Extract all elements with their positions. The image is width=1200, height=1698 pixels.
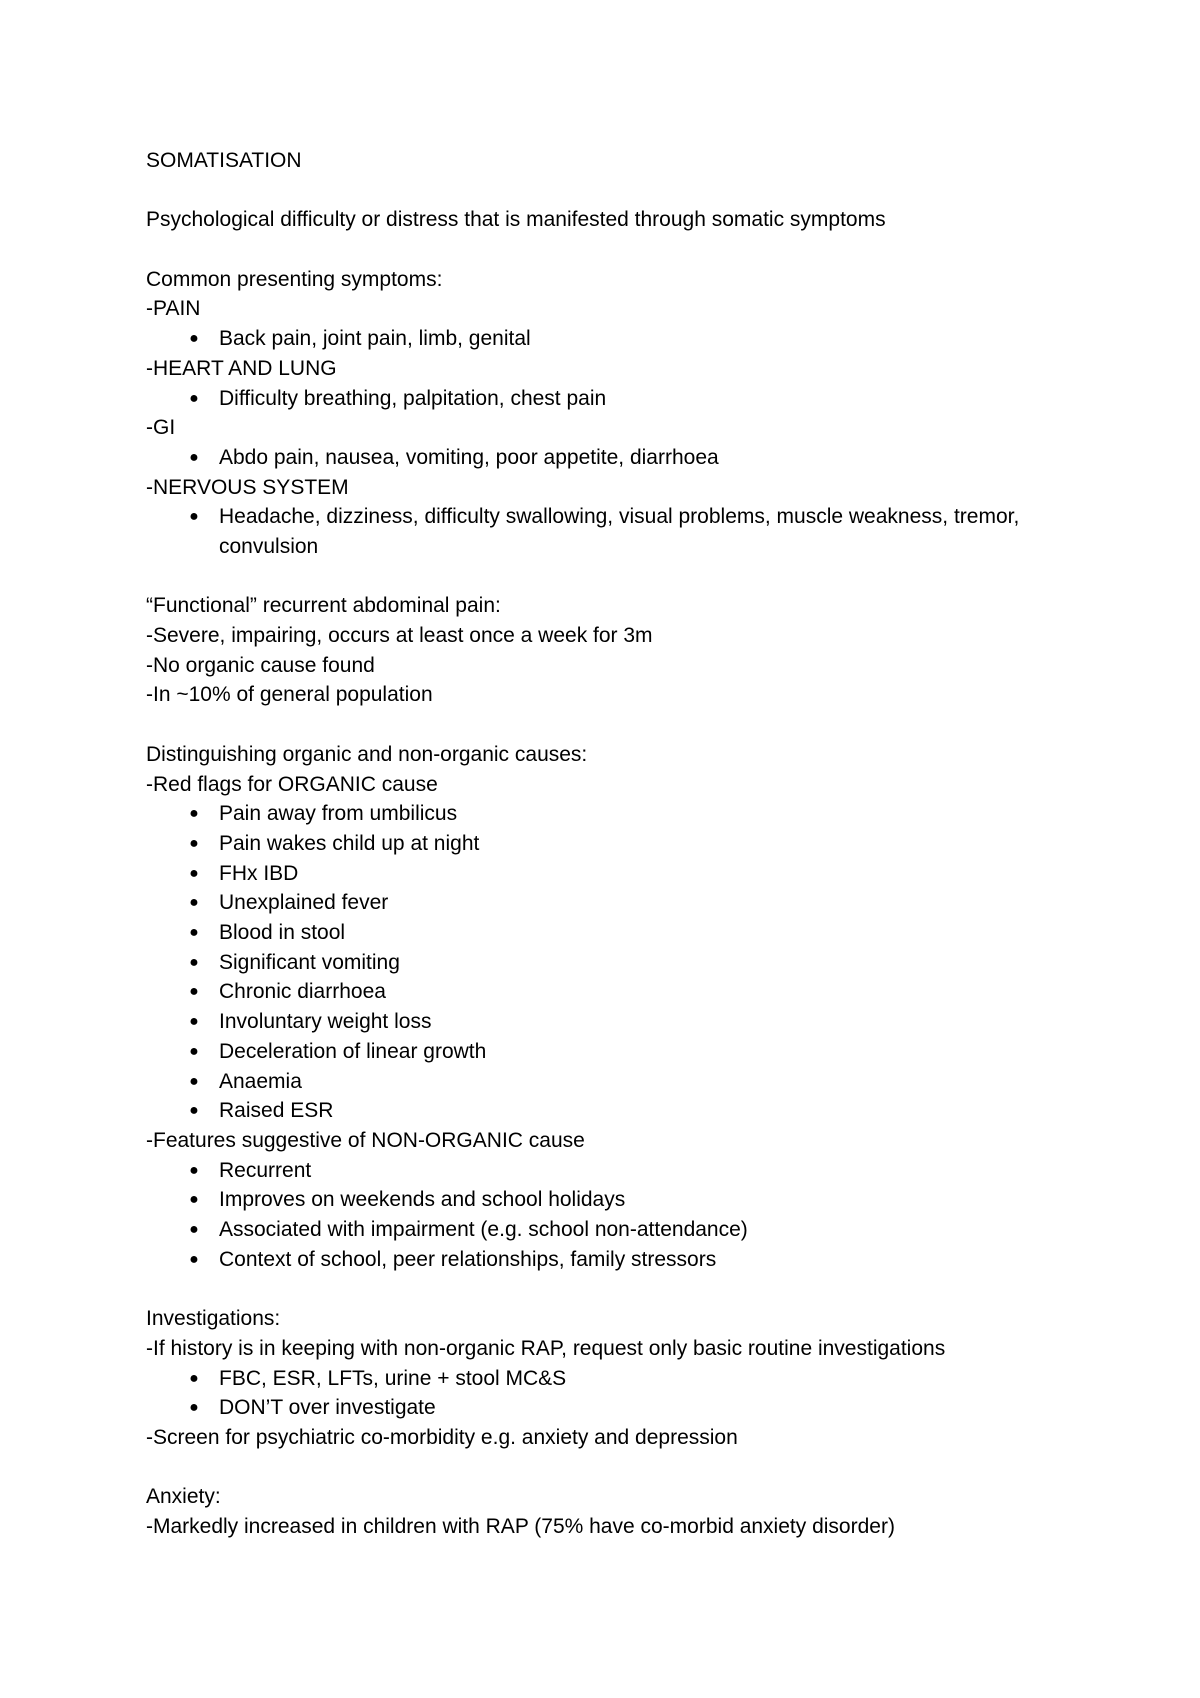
- list-item: [146, 384, 1076, 414]
- bullet-icon: ●: [189, 1369, 199, 1387]
- list-item: [146, 1156, 1076, 1186]
- nonorganic-features-list: [146, 1156, 1076, 1275]
- list-item-text: FHx IBD: [219, 861, 299, 885]
- document-title: SOMATISATION: [146, 149, 302, 172]
- list-item: [146, 859, 1076, 889]
- bullet-icon: ●: [189, 389, 199, 407]
- investigations-heading: Investigations:: [146, 1307, 281, 1331]
- list-item-text: Deceleration of linear growth: [219, 1039, 487, 1063]
- list-item: [146, 1007, 1076, 1037]
- list-item-text: Headache, dizziness, difficulty swallowing, visual problems, muscle weakness, tremor, convulsion: [219, 505, 1020, 558]
- bullet-icon: ●: [189, 805, 199, 823]
- bullet-icon: ●: [189, 1042, 199, 1060]
- bullet-icon: ●: [189, 508, 199, 526]
- list-item: [146, 1185, 1076, 1215]
- bullet-icon: ●: [189, 894, 199, 912]
- bullet-icon: ●: [189, 330, 199, 348]
- list-item: [146, 918, 1076, 948]
- bullet-icon: ●: [189, 1072, 199, 1090]
- list-item-text: Context of school, peer relationships, family stressors: [219, 1247, 717, 1271]
- functional-line: -Severe, impairing, occurs at least once a week for 3m: [146, 624, 653, 648]
- investigations-list: [146, 1364, 1076, 1423]
- investigations-section: [146, 1304, 1076, 1452]
- list-item-text: Associated with impairment (e.g. school non-attendance): [219, 1218, 748, 1242]
- list-item-text: Abdo pain, nausea, vomiting, poor appetite, diarrhoea: [219, 445, 719, 469]
- distinguishing-section: [146, 740, 1076, 1275]
- spacer: [146, 1453, 1076, 1483]
- symptom-group-label: -GI: [146, 416, 176, 440]
- list-item-text: Anaemia: [219, 1069, 302, 1093]
- bullet-icon: ●: [189, 1221, 199, 1239]
- list-item-text: Chronic diarrhoea: [219, 980, 386, 1004]
- symptom-group-label: -NERVOUS SYSTEM: [146, 475, 349, 499]
- bullet-icon: ●: [189, 924, 199, 942]
- distinguishing-heading: Distinguishing organic and non-organic causes:: [146, 742, 588, 766]
- spacer: [146, 235, 1076, 265]
- bullet-icon: ●: [189, 1013, 199, 1031]
- list-item: [146, 1245, 1076, 1275]
- anxiety-line: -Markedly increased in children with RAP (75% have co-morbid anxiety disorder): [146, 1514, 895, 1538]
- definition-text: Psychological difficulty or distress that is manifested through somatic symptoms: [146, 208, 886, 232]
- list-item-text: Unexplained fever: [219, 891, 389, 915]
- list-item: [146, 1364, 1076, 1394]
- functional-section: [146, 591, 1076, 710]
- spacer: [146, 710, 1076, 740]
- list-item: [146, 799, 1076, 829]
- list-item-text: DON’T over investigate: [219, 1396, 436, 1420]
- list-item: [146, 948, 1076, 978]
- investigations-line: -If history is in keeping with non-organic RAP, request only basic routine investigations: [146, 1336, 946, 1360]
- bullet-icon: ●: [189, 834, 199, 852]
- bullet-icon: ●: [189, 864, 199, 882]
- investigations-line: -Screen for psychiatric co-morbidity e.g. anxiety and depression: [146, 1425, 738, 1449]
- spacer: [146, 176, 1076, 206]
- list-item-text: FBC, ESR, LFTs, urine + stool MC&S: [219, 1366, 567, 1390]
- symptom-group-label: -PAIN: [146, 297, 201, 321]
- symptom-group-label: -HEART AND LUNG: [146, 356, 337, 380]
- organic-label: -Red flags for ORGANIC cause: [146, 772, 438, 796]
- anxiety-heading: Anxiety:: [146, 1485, 221, 1509]
- list-item-text: Pain away from umbilicus: [219, 802, 458, 826]
- list-item-text: Improves on weekends and school holidays: [219, 1188, 626, 1212]
- list-item: [146, 502, 1076, 561]
- document-page: [146, 146, 1076, 1542]
- functional-heading: “Functional” recurrent abdominal pain:: [146, 594, 501, 618]
- list-item: [146, 1215, 1076, 1245]
- functional-line: -No organic cause found: [146, 653, 375, 677]
- bullet-icon: ●: [189, 1161, 199, 1179]
- bullet-icon: ●: [189, 1250, 199, 1268]
- list-item-text: Significant vomiting: [219, 950, 400, 974]
- organic-red-flags-list: [146, 799, 1076, 1126]
- bullet-icon: ●: [189, 1399, 199, 1417]
- list-item-text: Difficulty breathing, palpitation, chest pain: [219, 386, 607, 410]
- list-item: [146, 1393, 1076, 1423]
- spacer: [146, 562, 1076, 592]
- bullet-icon: ●: [189, 953, 199, 971]
- bullet-icon: ●: [189, 1191, 199, 1209]
- list-item: [146, 1096, 1076, 1126]
- list-item-text: Involuntary weight loss: [219, 1010, 432, 1034]
- list-item: [146, 888, 1076, 918]
- list-item: [146, 324, 1076, 354]
- list-item-text: Back pain, joint pain, limb, genital: [219, 327, 531, 351]
- bullet-icon: ●: [189, 983, 199, 1001]
- anxiety-section: [146, 1482, 1076, 1541]
- list-item-text: Pain wakes child up at night: [219, 831, 480, 855]
- list-item-text: Recurrent: [219, 1158, 312, 1182]
- bullet-icon: ●: [189, 448, 199, 466]
- list-item-text: Blood in stool: [219, 921, 346, 945]
- list-item: [146, 443, 1076, 473]
- list-item: [146, 1067, 1076, 1097]
- symptoms-heading: Common presenting symptoms:: [146, 267, 443, 291]
- list-item-text: Raised ESR: [219, 1099, 334, 1123]
- list-item: [146, 829, 1076, 859]
- list-item: [146, 977, 1076, 1007]
- list-item: [146, 1037, 1076, 1067]
- spacer: [146, 1274, 1076, 1304]
- symptoms-section: [146, 265, 1076, 562]
- bullet-icon: ●: [189, 1102, 199, 1120]
- nonorganic-label: -Features suggestive of NON-ORGANIC cause: [146, 1128, 585, 1152]
- functional-line: -In ~10% of general population: [146, 683, 433, 707]
